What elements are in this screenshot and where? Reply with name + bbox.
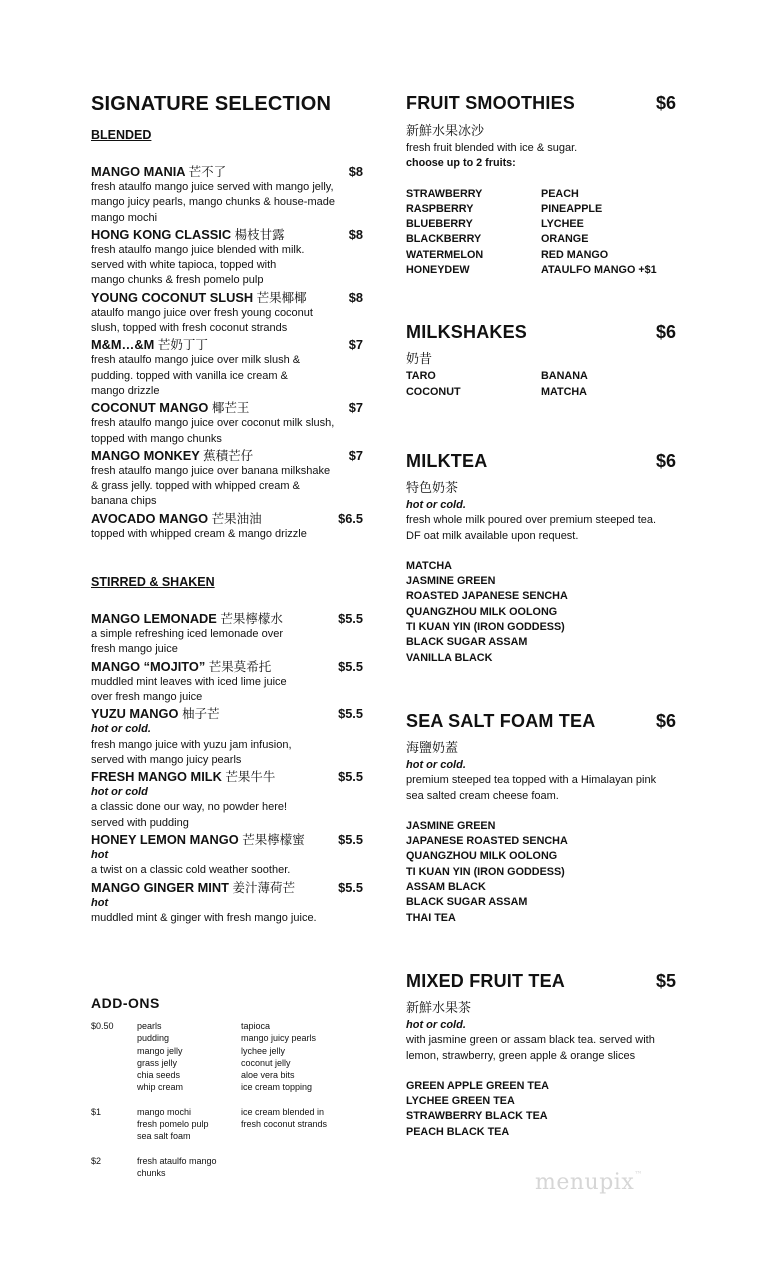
menu-item-title (91, 879, 295, 896)
menu-item (91, 831, 363, 879)
milktea-tea-option: ROASTED JAPANESE SENCHA (406, 590, 568, 603)
menu-item-desc: topped with mango chunks (91, 432, 222, 445)
menu-item-desc: served with pudding (91, 816, 189, 829)
milkshakes-title: MILKSHAKES (406, 322, 528, 343)
milktea-tea-option: QUANGZHOU MILK OOLONG (406, 605, 558, 618)
menu-item-chinese: 芒果檸檬蜜 (242, 832, 305, 848)
menu-item-desc: fresh ataulfo mango juice served with mango jelly, (91, 181, 334, 193)
milkshake-flavor: TARO (406, 370, 436, 383)
menu-item-desc: muddled mint & ginger with fresh mango juice. (91, 911, 317, 924)
milktea-price: $6 (655, 450, 676, 471)
menu-item-chinese: 椰芒王 (211, 400, 250, 416)
seasalt-tea-option: ASSAM BLACK (406, 881, 486, 894)
fruit-option: STRAWBERRY (406, 187, 483, 200)
menu-item-title (91, 447, 253, 464)
milktea-tea-option: JASMINE GREEN (406, 575, 496, 588)
seasalt-tea-option: JAPANESE ROASTED SENCHA (406, 835, 568, 848)
addon-option: sea salt foam (137, 1131, 191, 1142)
fruit-option: RED MANGO (541, 248, 609, 261)
menu-item (91, 336, 363, 399)
addon-col (137, 1106, 241, 1143)
menu-item-chinese: 芒果牛牛 (225, 769, 276, 785)
menu-item-name: M&M…&M (91, 337, 155, 353)
milkshakes-section (406, 321, 676, 400)
menu-item-name: MANGO MONKEY (91, 447, 200, 463)
addon-option: pudding (137, 1033, 170, 1044)
milktea-note: hot or cold. (406, 498, 466, 511)
milktea-tea-option: MATCHA (406, 559, 452, 572)
menu-item-price: $5.5 (338, 611, 363, 627)
menu-item-price: $5.5 (338, 879, 363, 895)
menu-item-title (91, 289, 307, 306)
seasalt-tea-option: QUANGZHOU MILK OOLONG (406, 850, 558, 863)
menu-item-title (91, 705, 220, 722)
menu-item-note: hot or cold (91, 786, 148, 799)
menu-item-title (91, 399, 249, 416)
blended-list (91, 163, 363, 542)
seasalt-price: $6 (655, 710, 676, 731)
fruit-option: RASPBERRY (406, 202, 474, 215)
menu-item-note: hot (91, 896, 109, 909)
milktea-section (406, 450, 676, 666)
addon-option: ice cream blended in (241, 1106, 325, 1117)
addons-section (91, 994, 351, 1191)
menu-item (91, 768, 363, 831)
menu-item-chinese: 姜汁薄荷芒 (232, 879, 295, 895)
milkshake-flavor: BANANA (541, 370, 588, 383)
addon-row (91, 1020, 351, 1094)
menu-item-chinese: 楊枝甘露 (234, 226, 285, 242)
menu-item-title (91, 336, 208, 353)
menu-item-header (91, 399, 363, 416)
fruit-option: BLACKBERRY (406, 233, 482, 246)
addon-price: $1 (91, 1106, 102, 1117)
menu-item-price: $5.5 (338, 706, 363, 722)
menu-item-price: $7 (348, 447, 363, 463)
fruit-option: BLUEBERRY (406, 218, 473, 231)
addon-option: aloe vera bits (241, 1070, 295, 1081)
smoothies-section (406, 92, 676, 278)
menu-item-name: MANGO “MOJITO” (91, 658, 206, 674)
fruittea-price: $5 (655, 970, 676, 991)
addon-option: mango juicy pearls (241, 1033, 317, 1044)
fruit-option: ORANGE (541, 233, 589, 246)
menu-item (91, 163, 363, 226)
menu-item-price: $8 (348, 164, 363, 179)
seasalt-note: hot or cold. (406, 758, 466, 771)
menu-item-header (91, 831, 363, 848)
menu-item-desc: over fresh mango juice (91, 690, 203, 703)
menu-item-chinese: 芒果椰椰 (256, 289, 307, 305)
menu-item (91, 610, 363, 658)
milktea-list (406, 559, 676, 666)
addon-col (137, 1155, 241, 1180)
addon-option: tapioca (241, 1021, 271, 1031)
fruittea-list (406, 1079, 676, 1140)
menu-item-title (91, 768, 275, 785)
addon-col (137, 1020, 241, 1094)
watermark-text: menupix (535, 1170, 635, 1195)
milktea-desc-line: DF oat milk available upon request. (406, 529, 579, 542)
signature-column (91, 92, 363, 926)
menu-item (91, 399, 363, 447)
menu-item-desc: ataulfo mango juice over fresh young coconut (91, 306, 313, 319)
menu-item-price: $5.5 (338, 832, 363, 848)
menu-item-header (91, 610, 363, 627)
addon-option: pearls (137, 1021, 162, 1031)
addon-option: whip cream (137, 1082, 184, 1093)
stirred-heading: STIRRED & SHAKEN (91, 575, 215, 590)
menu-item (91, 705, 363, 768)
menu-item-header (91, 336, 363, 353)
milkshakes-price: $6 (655, 322, 676, 343)
menu-item-desc: fresh mango juice (91, 643, 178, 656)
seasalt-tea-option: JASMINE GREEN (406, 819, 496, 832)
menu-item-desc: mango juicy pearls, mango chunks & house-made (91, 196, 335, 209)
seasalt-tea-option: THAI TEA (406, 911, 456, 924)
menu-item-header (91, 447, 363, 464)
fruit-option: WATERMELON (406, 248, 484, 261)
seasalt-list (406, 819, 676, 926)
menu-item-chinese: 芒果莫希托 (208, 658, 272, 674)
fruittea-tea-option: STRAWBERRY BLACK TEA (406, 1110, 548, 1123)
addon-option: chia seeds (137, 1070, 181, 1081)
milktea-title: MILKTEA (406, 450, 488, 471)
addons-table (91, 1020, 351, 1179)
addon-option: ice cream topping (241, 1082, 313, 1093)
milkshakes-cn: 奶昔 (406, 352, 433, 368)
seasalt-section (406, 710, 676, 926)
menu-item-price: $8 (348, 226, 363, 242)
menu-item-chinese: 蕉積芒仔 (203, 447, 254, 463)
fruittea-tea-option: PEACH BLACK TEA (406, 1125, 510, 1138)
fruit-option: ATAULFO MANGO +$1 (541, 264, 657, 277)
menu-item-desc: slush, topped with fresh coconut strands (91, 322, 288, 335)
smoothies-price: $6 (655, 93, 676, 113)
menu-item-name: AVOCADO MANGO (91, 510, 209, 526)
menu-item-name: COCONUT MANGO (91, 400, 209, 416)
menu-item-price: $6.5 (338, 510, 363, 526)
menu-item-name: FRESH MANGO MILK (91, 769, 222, 785)
fruit-option: PEACH (541, 187, 579, 200)
menu-item (91, 879, 363, 927)
menu-item-chinese: 芒不了 (188, 164, 227, 179)
blended-heading: BLENDED (91, 128, 152, 142)
menu-item-desc: fresh ataulfo mango juice over banana milkshake (91, 464, 331, 477)
menu-item-desc: fresh ataulfo mango juice over milk slush & (91, 354, 301, 367)
addon-option: mango mochi (137, 1106, 192, 1117)
menu-item-chinese: 芒果檸檬水 (220, 611, 283, 627)
fruittea-tea-option: LYCHEE GREEN TEA (406, 1095, 515, 1108)
menu-item-header (91, 226, 363, 243)
addon-option: grass jelly (137, 1057, 178, 1068)
drinks-column (406, 92, 676, 1140)
menu-item (91, 447, 363, 510)
addon-option: fresh coconut strands (241, 1119, 328, 1130)
milktea-tea-option: TI KUAN YIN (IRON GODDESS) (406, 621, 565, 634)
fruit-option: HONEYDEW (406, 264, 470, 277)
menu-item-name: YOUNG COCONUT SLUSH (91, 289, 254, 305)
menu-item-desc: a twist on a classic cold weather soother. (91, 864, 291, 877)
menu-item-price: $5.5 (338, 769, 363, 785)
menu-item-header (91, 289, 363, 306)
menu-item-chinese: 芒果油油 (211, 510, 262, 526)
fruittea-note: hot or cold. (406, 1018, 466, 1031)
signature-title: SIGNATURE SELECTION (91, 93, 332, 115)
menu-item-header (91, 510, 363, 527)
menu-item-name: HONEY LEMON MANGO (91, 832, 239, 848)
menu-item-desc: topped with whipped cream & mango drizzle (91, 527, 307, 540)
menu-item-desc: a classic done our way, no powder here! (91, 801, 288, 814)
menu-item-chinese: 柚子芒 (182, 706, 220, 722)
menu-item-header (91, 705, 363, 722)
menu-item-desc: served with white tapioca, topped with (91, 259, 277, 272)
menu-item-header (91, 163, 363, 180)
addon-price: $0.50 (91, 1021, 114, 1031)
fruittea-desc-line: lemon, strawberry, green apple & orange slices (406, 1049, 636, 1062)
menu-item-name: MANGO MANIA (91, 164, 186, 179)
milktea-tea-option: VANILLA BLACK (406, 651, 493, 664)
fruittea-cn: 新鮮水果茶 (406, 1000, 472, 1016)
menu-item-desc: mango drizzle (91, 384, 160, 397)
menu-item-title (91, 226, 285, 243)
smoothies-desc: fresh fruit blended with ice & sugar. (406, 142, 578, 154)
addon-col (241, 1155, 351, 1180)
stirred-list (91, 610, 363, 926)
menu-item-title (91, 510, 262, 527)
smoothies-title: FRUIT SMOOTHIES (406, 93, 575, 113)
fruit-option: PINEAPPLE (541, 202, 603, 215)
menu-item (91, 510, 363, 542)
menu-item-desc: mango chunks & fresh pomelo pulp (91, 274, 264, 287)
menu-item-name: MANGO GINGER MINT (91, 879, 229, 895)
menu-item-desc: fresh ataulfo mango juice blended with milk. (91, 243, 305, 256)
seasalt-title: SEA SALT FOAM TEA (406, 710, 596, 731)
menu-item-header (91, 879, 363, 896)
menu-item-note: hot (91, 849, 109, 862)
menu-item (91, 289, 363, 337)
menu-item-desc: mango mochi (91, 211, 158, 224)
fruit-option: LYCHEE (541, 218, 584, 231)
fruittea-desc-line: with jasmine green or assam black tea. served with (406, 1034, 655, 1047)
addon-price: $2 (91, 1155, 102, 1166)
milkshake-flavor: COCONUT (406, 385, 461, 398)
menu-item-price: $5.5 (338, 658, 363, 674)
milktea-desc (406, 513, 676, 544)
smoothies-choose: choose up to 2 fruits: (406, 157, 516, 170)
addon-option: fresh ataulfo mango chunks (137, 1155, 217, 1178)
milktea-tea-option: BLACK SUGAR ASSAM (406, 636, 528, 649)
menupix-watermark (535, 1170, 643, 1195)
menu-item-price: $7 (348, 337, 363, 353)
milkshake-flavor: MATCHA (541, 385, 587, 398)
menu-item (91, 658, 363, 706)
addon-col (241, 1020, 351, 1094)
menu-item-title (91, 831, 305, 848)
menu-item-name: MANGO LEMONADE (91, 611, 217, 627)
menu-item-desc: banana chips (91, 495, 157, 508)
menu-item-name: HONG KONG CLASSIC (91, 226, 232, 242)
menu-item-desc: served with mango juicy pearls (91, 753, 242, 766)
seasalt-desc-line: premium steeped tea topped with a Himalayan pink (406, 774, 657, 787)
milkshake-grid (406, 369, 676, 400)
milktea-cn: 特色奶茶 (406, 480, 459, 496)
menu-item-desc: muddled mint leaves with iced lime juice (91, 675, 287, 688)
menu-item (91, 226, 363, 289)
menu-item-title (91, 163, 226, 180)
fruit-grid (406, 187, 676, 279)
seasalt-tea-option: BLACK SUGAR ASSAM (406, 896, 528, 909)
addon-option: lychee jelly (241, 1045, 286, 1056)
menu-item-price: $7 (348, 400, 363, 416)
menu-item-desc: pudding. topped with vanilla ice cream & (91, 369, 288, 382)
fruittea-title: MIXED FRUIT TEA (406, 970, 565, 991)
fruittea-desc (406, 1033, 676, 1064)
seasalt-tea-option: TI KUAN YIN (IRON GODDESS) (406, 865, 565, 878)
milktea-desc-line: fresh whole milk poured over premium steeped tea. (406, 514, 657, 527)
addon-option: fresh pomelo pulp (137, 1119, 209, 1130)
addon-col (241, 1106, 351, 1143)
menu-item-chinese: 芒奶丁丁 (157, 337, 208, 353)
menu-item-title (91, 610, 283, 627)
fruittea-tea-option: GREEN APPLE GREEN TEA (406, 1079, 549, 1092)
menu-item-desc: & grass jelly. topped with whipped cream & (91, 480, 300, 493)
menu-item-header (91, 768, 363, 785)
seasalt-cn: 海鹽奶蓋 (406, 740, 459, 756)
addon-option: coconut jelly (241, 1057, 291, 1068)
menu-item-title (91, 658, 271, 675)
smoothies-cn: 新鮮水果冰沙 (406, 124, 485, 139)
addon-option: mango jelly (137, 1045, 183, 1056)
addons-title: ADD-ONS (91, 995, 160, 1011)
fruittea-section (406, 970, 676, 1140)
menu-item-price: $8 (348, 289, 363, 305)
menu-item-name: YUZU MANGO (91, 706, 179, 722)
addon-row (91, 1106, 351, 1143)
seasalt-desc (406, 773, 676, 804)
watermark-tm: ™ (634, 1170, 643, 1179)
menu-item-desc: a simple refreshing iced lemonade over (91, 628, 283, 641)
menu-item-desc: fresh ataulfo mango juice over coconut milk slush, (91, 417, 335, 430)
menu-item-note: hot or cold. (91, 723, 151, 736)
menu-item-header (91, 658, 363, 675)
addon-row (91, 1155, 351, 1180)
seasalt-desc-line: sea salted cream cheese foam. (406, 789, 559, 802)
menu-item-desc: fresh mango juice with yuzu jam infusion, (91, 738, 292, 751)
